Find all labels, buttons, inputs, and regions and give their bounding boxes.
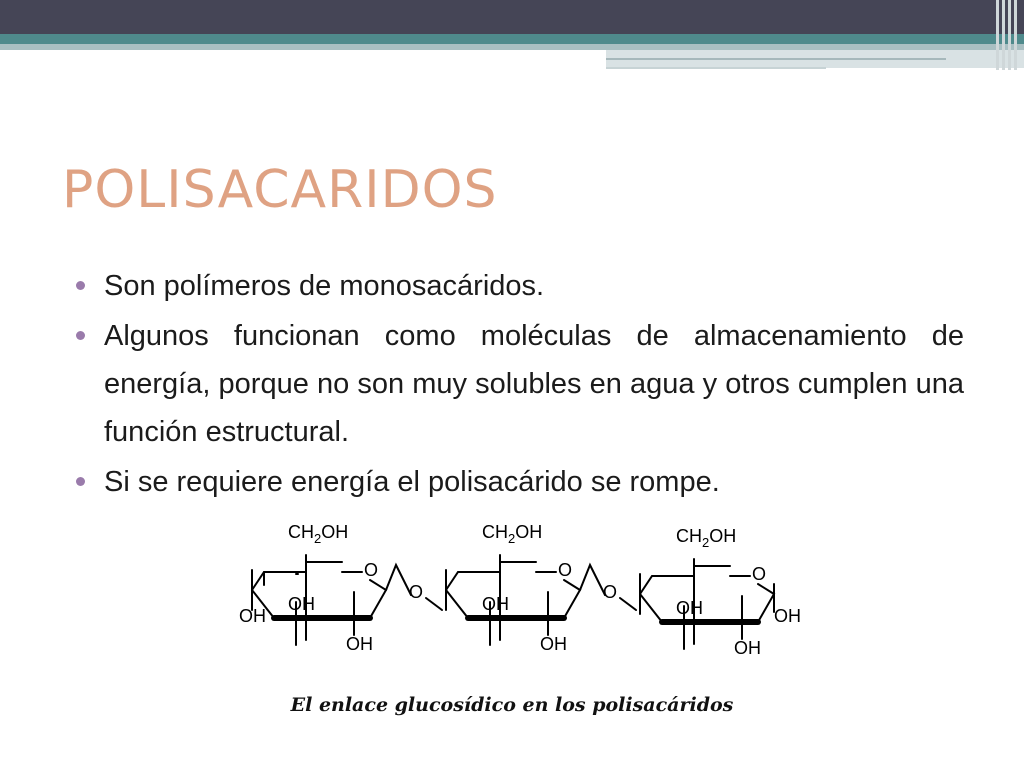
bullet-dot-icon — [76, 331, 85, 340]
oh-label: OH — [346, 634, 373, 654]
ring-oxygen-label: O — [752, 564, 767, 584]
oh-label: OH — [676, 598, 703, 618]
bullet-item — [76, 312, 964, 456]
link-oxygen-label: O — [603, 582, 618, 602]
banner-dark-bar — [0, 0, 1024, 34]
banner-accent-line — [606, 58, 946, 60]
bullet-dot-icon — [76, 477, 85, 486]
polysaccharide-structure-diagram — [236, 510, 816, 680]
oh-label: OH — [540, 634, 567, 654]
oh-label: OH — [774, 606, 801, 626]
diagram-caption: El enlace glucosídico en los polisacáridos — [290, 694, 734, 716]
bullet-text: Son polímeros de monosacáridos. — [104, 270, 545, 302]
ch2oh-label: $CH_2OH$ — [676, 526, 737, 550]
ch2oh-label: $CH_2OH$ — [482, 522, 543, 546]
ring-oxygen-label: O — [558, 560, 573, 580]
bullet-text: Si se requiere energía el polisacárido se rompe. — [104, 466, 720, 498]
bullet-item — [76, 262, 964, 310]
banner-stripes — [994, 0, 1024, 70]
link-oxygen-label: O — [409, 582, 424, 602]
ch2oh-label: $CH_2OH$ — [288, 522, 349, 546]
banner-teal-bar — [0, 34, 1024, 44]
bullet-text: Algunos funcionan como moléculas de almacenamiento de energía, porque no son muy solubles en agua y otros cumplen una función estructural. — [104, 320, 964, 448]
banner-accent-line — [606, 67, 826, 69]
ring-oxygen-label: O — [364, 560, 379, 580]
slide-title: POLISACARIDOS — [62, 160, 498, 220]
bullet-item — [76, 458, 964, 506]
oh-label: OH — [288, 594, 315, 614]
oh-label: OH — [239, 606, 266, 626]
header-banner — [0, 0, 1024, 80]
oh-label: OH — [734, 638, 761, 658]
oh-label: OH — [482, 594, 509, 614]
bullet-list — [76, 262, 964, 508]
bullet-dot-icon — [76, 281, 85, 290]
